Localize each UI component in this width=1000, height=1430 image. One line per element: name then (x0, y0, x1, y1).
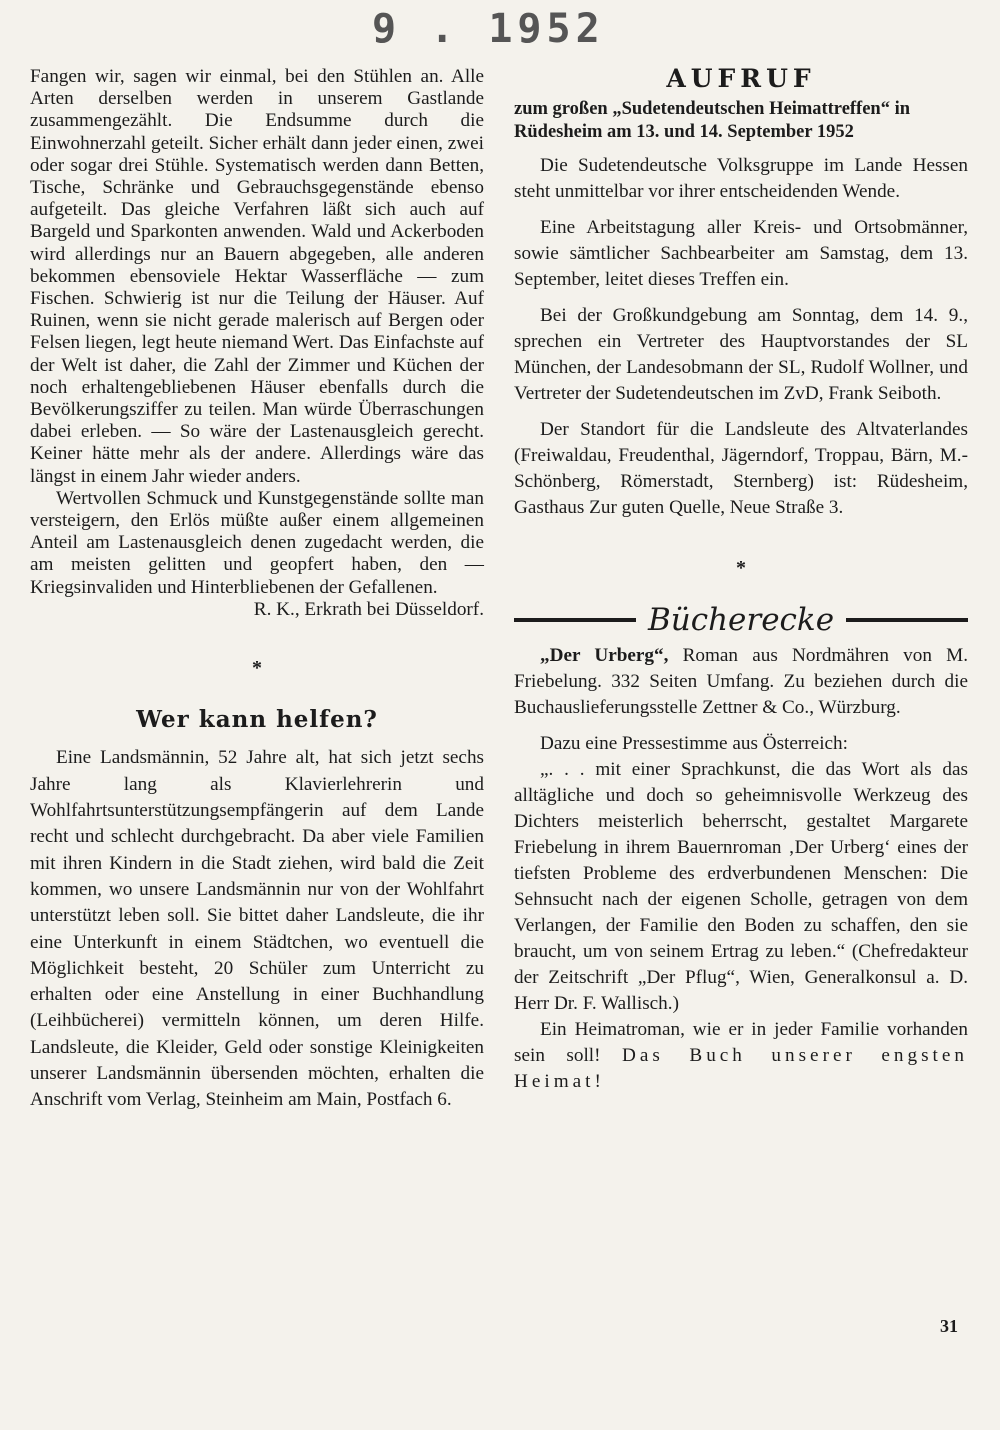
aufruf-paragraph-4: Der Standort für die Landsleute des Altvaterlandes (Freiwaldau, Freudenthal, Jägerndorf, Troppau, Bärn, M.-Schönberg, Römerstadt, Sternberg) ist: Rüdesheim, Gasthaus Zur guten Quelle, Neue Straße 3. (514, 419, 968, 518)
page-number: 31 (940, 1316, 958, 1336)
press-quote: „. . . mit einer Sprachkunst, die das Wort als das alltägliche und doch so geheimnisvolle Werkzeug des Dichters meisterlich beherrscht, gestaltet Margarete Friebelung in ihrem Bauernroman ‚Der Urberg‘ eines der tiefsten Probleme des erdverbundenen Menschen: Die Sehnsucht nach der eigenen Scholle, getragen von dem Verlangen, der Familie den Boden zu schaffen, den sie braucht, um von seinem Ertrag zu leben.“ (Chefredakteur der Zeitschrift „Der Pflug“, Wien, Generalkonsul a. D. Herr Dr. F. Wallisch.) (514, 759, 968, 1015)
date-stamp: 9 . 1952 (372, 6, 605, 52)
book-info: Roman aus Nordmähren von M. Friebelung. 332 Seiten Umfang. Zu beziehen durch die Buchauslieferungsstelle Zettner & Co., Würzburg. (514, 645, 968, 719)
rule-left (514, 618, 636, 622)
aufruf-paragraph-1: Die Sudetendeutsche Volksgruppe im Lande Hessen steht unmittelbar vor ihrer entscheidenden Wende. (514, 155, 968, 202)
rule-right (846, 618, 968, 622)
help-paragraph: Eine Landsmännin, 52 Jahre alt, hat sich jetzt sechs Jahre lang als Klavierlehrerin und Wohlfahrtsunterstützungsempfängerin auf dem Lande recht und schlecht durchgebracht. Da aber viele Familien mit ihren Kindern in die Stadt ziehen, wird bald die Zeit kommen, wo unsere Landsmännin nur von der Wohlfahrt unterstützt leben soll. Sie bittet daher Landsleute, die ihr eine Unterkunft in einem Städtchen, wo eventuell die Möglichkeit besteht, 20 Schüler zum Unterricht zu erhalten oder eine Anstellung in einer Buchhandlung (Leihbücherei) vermitteln können, um deren Hilfe. Landsleute, die Kleider, Geld oder sonstige Kleinigkeiten unserer Landsmännin übersenden möchten, erhalten die Anschrift vom Verlag, Steinheim am Main, Postfach 6. (30, 747, 484, 1111)
help-heading: Wer kann helfen? (136, 706, 378, 734)
closing-a: Ein Heimatroman, wie er in jeder Familie vorhanden sein soll! (514, 1019, 968, 1067)
aufruf-subheading: zum großen „Sudetendeutschen Heimattreffen“ in Rüdesheim am 13. und 14. September 1952 (514, 99, 911, 142)
right-column (514, 64, 968, 1095)
separator-star-right: * (736, 557, 746, 579)
book-title: „Der Urberg“, (540, 645, 669, 667)
aufruf-heading: AUFRUF (666, 64, 816, 93)
intro-paragraph-1: Fangen wir, sagen wir einmal, bei den Stühlen an. Alle Arten derselben werden in unserem Gastlande zusammengezählt. Die Endsumme durch die Einwohnerzahl geteilt. Sicher erhält dann jeder einen, zwei oder sogar drei Stühle. Systematisch werden dann Betten, Tische, Schränke und Gebrauchsgegenstände ebenso aufgeteilt. Das gleiche Verfahren läßt sich auch auf Bargeld und Sparkonten anwenden. Wald und Ackerboden wird allerdings nur an Bauern abgegeben, alle anderen bekommen ebensoviele Hektar Wasserfläche — zum Fischen. Schwierig ist nur die Teilung der Häuser. Auf Ruinen, wenn sie nicht gerade malerisch auf Bergen oder Felsen liegen, legt heute niemand Wert. Das Einfachste auf der Welt ist daher, die Zahl der Zimmer und Küchen der noch erhaltengebliebenen Häuser ebenfalls durch die Bevölkerungsziffer zu teilen. Man würde Überraschungen dabei erleben. — So wäre der Lastenausgleich gerecht. Keiner hätte mehr als der andere. Allerdings wäre das längst in einem Jahr wieder anders. (30, 66, 484, 487)
press-intro: Dazu eine Pressestimme aus Österreich: (540, 733, 848, 755)
separator-star: * (252, 657, 262, 680)
books-heading: Bücherecke (647, 602, 835, 639)
closing-b: Das Buch unserer engsten Heimat! (514, 1045, 968, 1093)
closing-text (514, 1017, 968, 1095)
signature: R. K., Erkrath bei Düsseldorf. (253, 598, 484, 620)
book-entry (514, 643, 968, 721)
left-column (30, 66, 484, 1114)
aufruf-paragraph-3: Bei der Großkundgebung am Sonntag, dem 14. 9., sprechen ein Vertreter des Hauptvorstandes der SL München, der Landesobmann der SL, Rudolf Wollner, und Vertreter der Sudetendeutschen im ZvD, Frank Seiboth. (514, 305, 968, 404)
books-section-header (514, 602, 968, 639)
intro-paragraph-2: Wertvollen Schmuck und Kunstgegenstände sollte man versteigern, den Erlös müßte außer einem allgemeinen Anteil am Lastenausgleich denen zugedacht werden, die am meisten gelitten und geopfert haben, den — Kriegsinvaliden und Hinterbliebenen der Gefallenen. (30, 487, 484, 598)
aufruf-paragraph-2: Eine Arbeitstagung aller Kreis- und Ortsobmänner, sowie sämtlicher Sachbearbeiter am Samstag, dem 13. September, leitet dieses Treffen ein. (514, 217, 968, 290)
